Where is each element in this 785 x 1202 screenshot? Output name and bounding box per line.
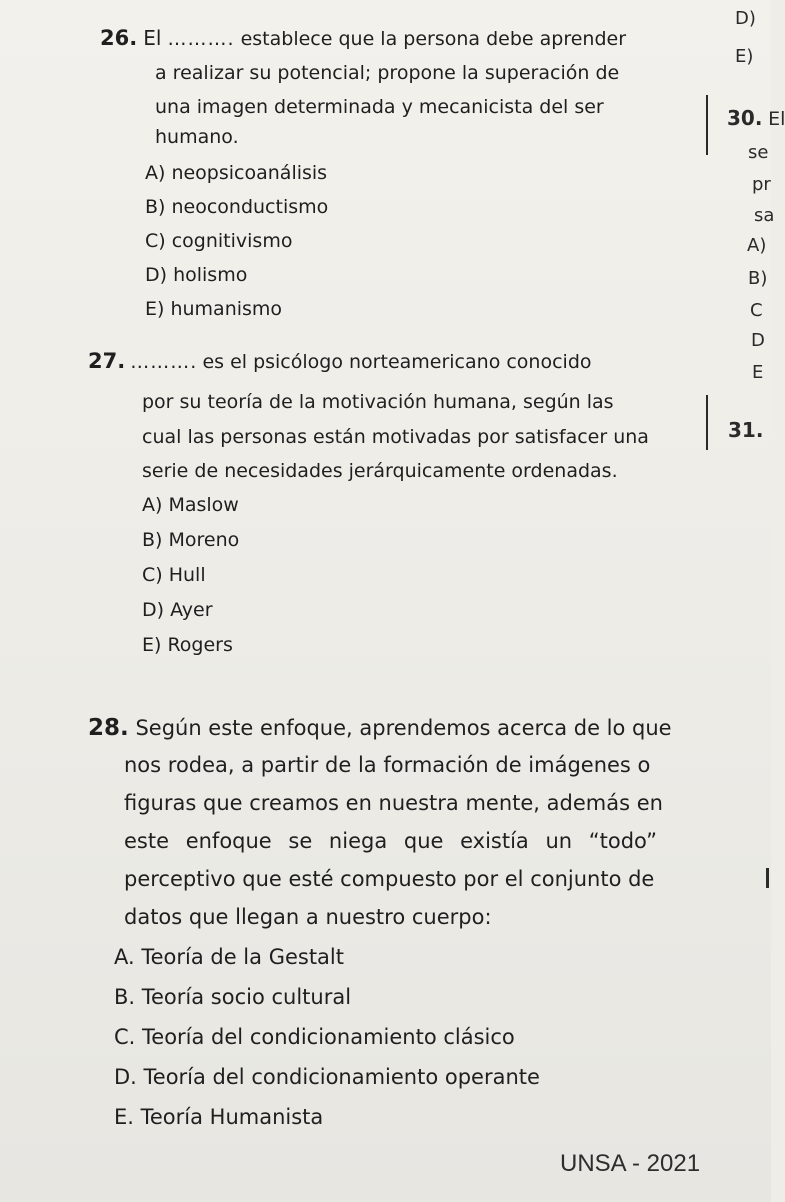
right-column-option: A) bbox=[747, 235, 767, 256]
option-a: A. Teoría de la Gestalt bbox=[114, 945, 344, 969]
option-c: C) cognitivismo bbox=[145, 230, 293, 252]
question-text: datos que llegan a nuestro cuerpo: bbox=[124, 905, 492, 929]
right-column-option: C bbox=[750, 300, 763, 321]
question-text-fragment: sa bbox=[754, 205, 775, 226]
option-d: D) Ayer bbox=[142, 599, 213, 621]
question-text: establece que la persona debe aprender bbox=[240, 28, 627, 50]
question-31-number: 31. bbox=[728, 418, 764, 442]
right-column-option: B) bbox=[748, 268, 768, 289]
exam-footer: UNSA - 2021 bbox=[560, 1150, 701, 1177]
question-text: es el psicólogo norteamericano conocido bbox=[202, 351, 592, 373]
question-number: 27. bbox=[88, 349, 126, 373]
column-divider bbox=[706, 395, 708, 450]
question-text: figuras que creamos en nuestra mente, además en bbox=[124, 791, 663, 815]
question-text: serie de necesidades jerárquicamente ordenadas. bbox=[142, 460, 618, 482]
option-e: E. Teoría Humanista bbox=[114, 1105, 324, 1129]
question-number: 26. bbox=[100, 26, 138, 50]
column-divider bbox=[706, 95, 708, 155]
option-a: A) Maslow bbox=[142, 494, 239, 516]
option-e: E) humanismo bbox=[145, 298, 283, 320]
option-b: B. Teoría socio cultural bbox=[114, 985, 352, 1009]
question-text: El bbox=[768, 108, 785, 130]
question-text: una imagen determinada y mecanicista del ser bbox=[155, 96, 604, 118]
right-column-option: D) bbox=[735, 8, 756, 29]
question-text: El bbox=[143, 26, 162, 50]
question-text-fragment: pr bbox=[752, 174, 771, 195]
option-d: D) holismo bbox=[145, 264, 248, 286]
right-column-option: E) bbox=[735, 46, 754, 67]
option-d: D. Teoría del condicionamiento operante bbox=[114, 1065, 540, 1089]
right-column-option: E bbox=[752, 362, 764, 383]
option-c: C) Hull bbox=[142, 564, 206, 586]
answer-blank: ………. bbox=[167, 28, 235, 50]
column-divider bbox=[766, 868, 769, 888]
question-number: 30. bbox=[727, 106, 763, 130]
answer-blank: ………. bbox=[130, 351, 198, 373]
option-b: B) Moreno bbox=[142, 529, 240, 551]
question-text: Según este enfoque, aprendemos acerca de lo que bbox=[135, 716, 672, 740]
question-number: 28. bbox=[88, 715, 129, 741]
question-text-fragment: se bbox=[748, 142, 769, 163]
question-text: humano. bbox=[155, 126, 239, 148]
option-a: A) neopsicoanálisis bbox=[145, 162, 328, 184]
option-c: C. Teoría del condicionamiento clásico bbox=[114, 1025, 515, 1049]
option-e: E) Rogers bbox=[142, 634, 233, 656]
question-text: perceptivo que esté compuesto por el conjunto de bbox=[124, 867, 655, 891]
question-text: nos rodea, a partir de la formación de imágenes o bbox=[124, 753, 651, 777]
question-30-fragment bbox=[727, 106, 785, 130]
question-text: cual las personas están motivadas por satisfacer una bbox=[142, 426, 649, 448]
question-text: este enfoque se niega que existía un “todo” bbox=[124, 829, 658, 853]
right-column-option: D bbox=[751, 330, 765, 351]
question-text: a realizar su potencial; propone la superación de bbox=[155, 62, 620, 84]
option-b: B) neoconductismo bbox=[145, 196, 329, 218]
question-text: por su teoría de la motivación humana, según las bbox=[142, 391, 614, 413]
